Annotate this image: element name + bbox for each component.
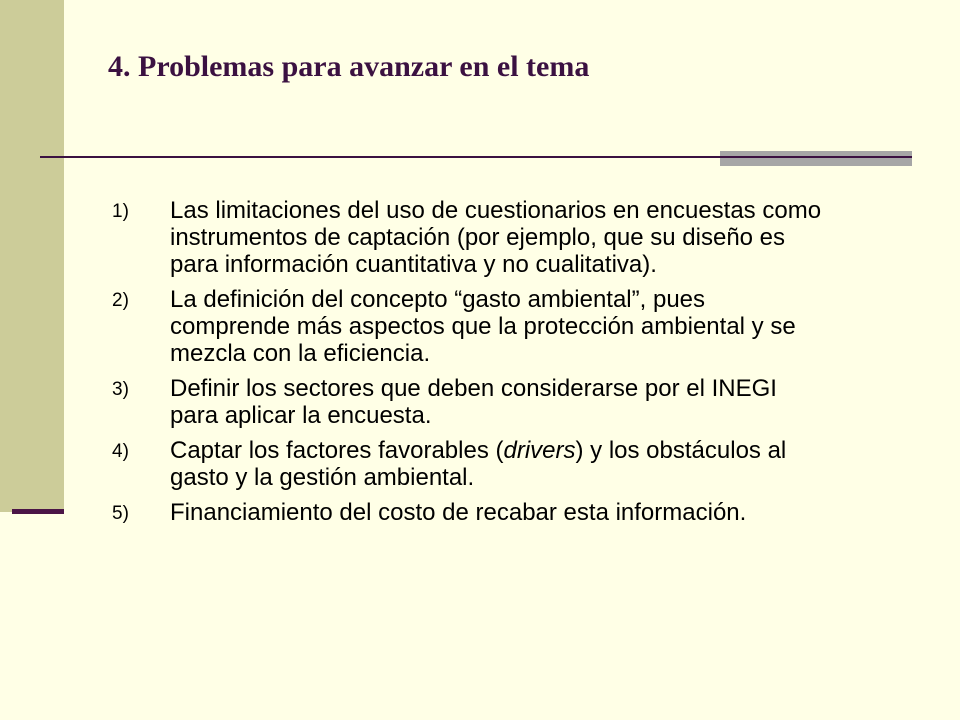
list-item-number: 2) [112,290,129,311]
list-item-text-part: ) y los obstáculos al gasto y la gestión ambiental. [170,437,787,491]
divider-accent-line [720,156,912,158]
left-accent-bar [12,509,64,514]
left-decorative-band [0,0,64,512]
list-item-text: Definir los sectores que deben considerarse por el INEGI para aplicar la encuesta. [170,375,777,429]
list-item-text-part: Captar los factores favorables ( [170,437,504,464]
list-item-number: 4) [112,441,129,462]
list-item-text: La definición del concepto “gasto ambiental”, pues comprende más aspectos que la protección ambiental y se mezcla con la eficiencia. [170,286,796,367]
list-item-number: 1) [112,201,129,222]
list-item-text-italic: drivers [503,437,576,464]
list-item-number: 5) [112,503,129,524]
list-item [112,197,912,278]
divider-accent-block [720,151,912,166]
list-item [112,499,912,527]
list-item-text [170,437,830,491]
list-item-text: Financiamiento del costo de recabar esta información. [170,499,747,526]
list-item-text: Las limitaciones del uso de cuestionarios en encuestas como instrumentos de captación (por ejemplo, que su diseño es para información cuantitativa y no cualitativa). [170,197,822,278]
list-item [112,375,912,429]
list-item [112,286,912,367]
list-item [112,437,912,491]
slide-title: 4. Problemas para avanzar en el tema [108,50,590,83]
list-item-number: 3) [112,379,129,400]
problem-list [112,197,912,535]
